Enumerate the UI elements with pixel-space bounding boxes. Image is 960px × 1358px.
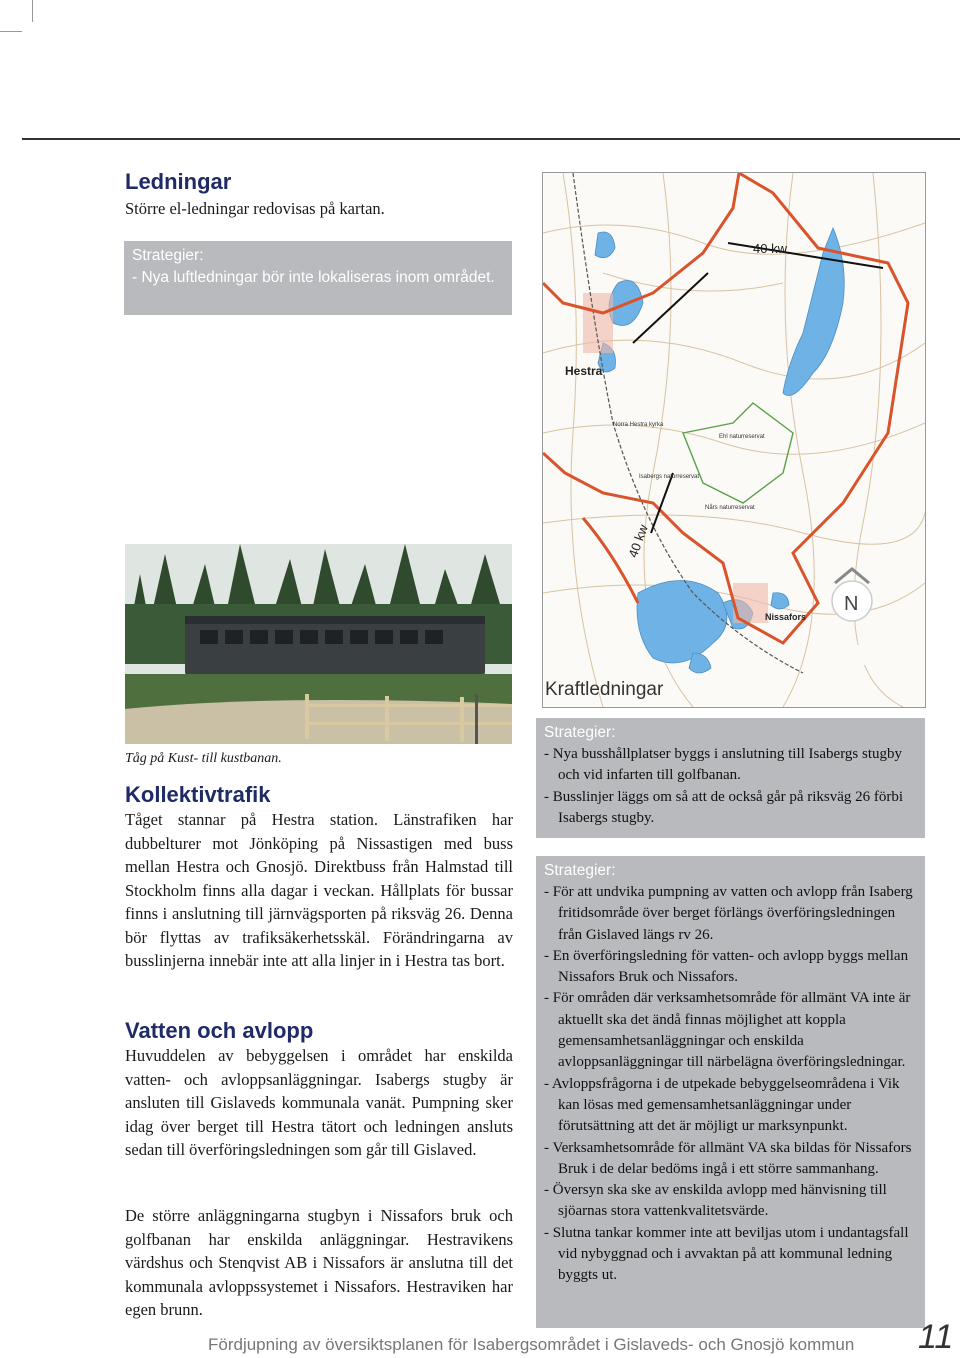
heading-kollektivtrafik: Kollektivtrafik — [125, 782, 271, 807]
map-label-nissafors: Nissafors — [765, 612, 807, 622]
strategy-item: - Verksamhetsområde för allmänt VA ska bildas för Nissafors Bruk i de delar bedöms ingå i ett större sammanhang. — [544, 1139, 912, 1177]
map-caption: Kraftledningar — [545, 679, 664, 700]
strategy-item: - En överföringsledning för vatten- och avlopp byggs mellan Nissafors Bruk och Nissafors. — [544, 947, 909, 986]
strategy-box-ledningar — [124, 241, 512, 315]
strategy-title: Strategier: — [132, 247, 204, 264]
map-label-reserve: Ehl naturreservat — [719, 434, 765, 440]
heading-ledningar: Ledningar — [125, 169, 232, 194]
strategy-item: - Översyn ska ske av enskilda avlopp med hänvisning till sjöarnas stora vattenkvalitetsvärde. — [544, 1182, 887, 1220]
north-label: N — [844, 593, 859, 615]
top-rule — [22, 138, 960, 140]
strategy-title: Strategier: — [544, 862, 616, 879]
photo-caption: Tåg på Kust- till kustbanan. — [125, 751, 282, 766]
map-label-kw-top: 40 kw — [753, 241, 787, 256]
north-arrow-icon — [832, 569, 872, 621]
strategy-item: - Avloppsfrågorna i de utpekade bebyggelseområdena i Vik kan lösas med gemensamhetsanläggningar under förutsättning att det är möjligt ur marksynpunkt. — [544, 1075, 900, 1135]
vatten-text-1: Huvuddelen av bebyggelsen i området har enskilda vatten- och avloppsanläggningar. Isabergs stugby är ansluten till Gislaveds kommunala vanät. Pumpning sker idag över berget till Hestra tätort och ledningen ansluts sedan till överföringsledningen som går till Gislaved. — [125, 1046, 513, 1159]
page-number: 11 — [918, 1318, 954, 1356]
crop-mark — [0, 31, 22, 32]
train-photo — [125, 544, 512, 744]
strategy-item: - Nya busshållplatser byggs i anslutning till Isabergs stugby och vid infarten till golfbanan. — [544, 746, 903, 784]
map-label-kw-mid: 40 kw — [625, 522, 651, 560]
ledningar-text: Större el-ledningar redovisas på kartan. — [125, 199, 385, 218]
strategy-box-water — [536, 856, 925, 1328]
map-label-reserve: Norra Hestra kyrka — [613, 422, 664, 428]
train-photo-illustration — [125, 544, 512, 744]
map-label-reserve: Isabergs naturreservat — [639, 474, 700, 480]
strategy-item: - Busslinjer läggs om så att de också går på riksväg 26 förbi Isabergs stugby. — [544, 788, 904, 826]
map-figure — [542, 172, 926, 708]
map-label-hestra: Hestra — [565, 364, 603, 378]
strategy-title: Strategier: — [544, 724, 616, 741]
strategy-item: - För områden där verksamhetsområde för allmänt VA inte är aktuellt ska det ändå finnas möjlighet att koppla gemensamhetsanläggningar och enskilda avloppsanläggningar till närbelägna överföringsledningar. — [544, 990, 911, 1071]
heading-vatten: Vatten och avlopp — [125, 1018, 314, 1043]
crop-mark — [32, 0, 33, 22]
kollektivtrafik-text: Tåget stannar på Hestra station. Länstrafiken har dubbelturer mot Jönköping på Nissastigen med buss mellan Hestra och Gnosjö. Direktbuss från Halmstad till Stockholm finns alla dagar i veckan. Hållplats för bussar finns i anslutning till järnvägsporten på riksväg 26. Denna bör flyttas av trafiksäkerhetsskäl. Förändringarna av busslinjerna innebär inte att alla linjer in i Hestra tas bort. — [125, 810, 513, 970]
page-footer: Fördjupning av översiktsplanen för Isabergsområdet i Gislaveds- och Gnosjö kommun — [208, 1335, 855, 1354]
strategy-box-bus — [536, 718, 925, 838]
map-kraftledningar — [543, 173, 925, 707]
map-label-reserve: Nårs naturreservat — [705, 505, 755, 511]
vatten-text-2: De större anläggningarna stugbyn i Nissafors bruk och golfbanan har enskilda anläggningar. Hestravikens värdshus och Stenqvist AB i Nissafors är anslutna till det kommunala avloppssystemet i Nissafors. Hestraviken har egen brunn. — [125, 1206, 513, 1319]
strategy-item: - Nya luftledningar bör inte lokaliseras inom området. — [132, 269, 495, 286]
strategy-item: - Slutna tankar kommer inte att beviljas utom i undantagsfall vid nybyggnad och i avvaktan på att kommunal ledning byggts ut. — [544, 1224, 909, 1284]
strategy-item: - För att undvika pumpning av vatten och avlopp från Isaberg fritidsområde över berget förlängs överföringsledningen från Gislaved längs rv 26. — [544, 884, 913, 943]
